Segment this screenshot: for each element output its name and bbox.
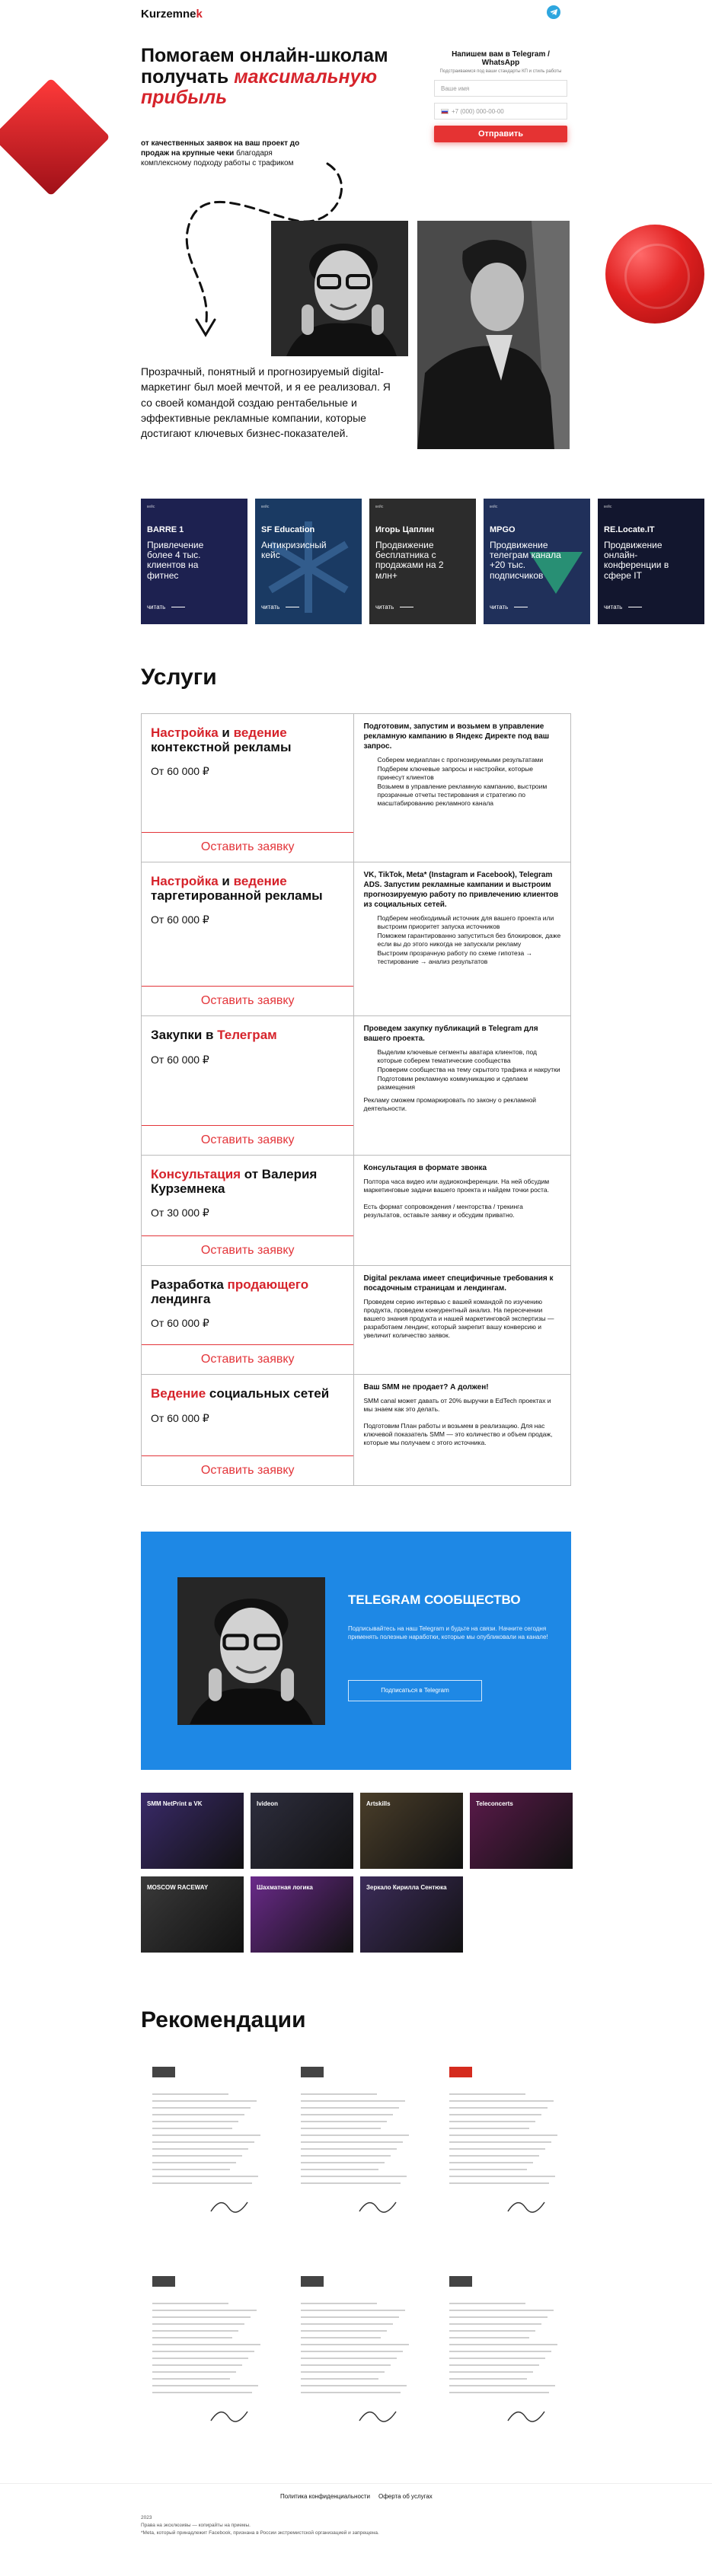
letter-text-line — [449, 2134, 557, 2136]
case-card[interactable] — [598, 499, 704, 624]
letter-text-line — [301, 2121, 387, 2122]
recommendation-letter[interactable] — [141, 2055, 274, 2227]
leave-request-button[interactable]: Оставить заявку — [142, 1455, 353, 1485]
service-bullet: Соберем медиаплан с прогнозируемыми результатами — [377, 756, 544, 764]
service-row — [142, 862, 570, 1016]
letter-logo-icon — [449, 2276, 472, 2287]
case-desc: Антикризисный кейс — [261, 540, 327, 561]
letter-text-line — [152, 2323, 244, 2325]
decorative-cube — [0, 78, 110, 196]
service-price: От 60 000 ₽ — [151, 1411, 209, 1424]
letter-text-line — [449, 2364, 539, 2366]
telegram-text: Подписывайтесь на наш Telegram и будьте на связи. Начните сегодня применять полезные наработки, которые мы опубликовали на канале! — [348, 1625, 548, 1641]
intro-text: Прозрачный, понятный и прогнозируемый digital-маркетинг был моей мечтой, и я ее реализовал. Я со своей командой создаю рентабельные и эффективные рекламные компании, которые достигают ключевых бизнес-показателей. — [141, 365, 391, 440]
telegram-icon[interactable] — [547, 5, 560, 19]
signature-icon — [209, 2405, 255, 2425]
letter-text-line — [449, 2107, 548, 2109]
telegram-title: TELEGRAM СООБЩЕСТВО — [348, 1592, 521, 1607]
leave-request-button[interactable]: Оставить заявку — [142, 1125, 353, 1155]
letter-text-line — [152, 2114, 244, 2115]
letter-text-line — [449, 2351, 551, 2352]
service-headline: Подготовим, запустим и возьмем в управление рекламную кампанию в Яндекс Директе под ваш запрос. — [363, 722, 550, 751]
letter-text-line — [152, 2121, 238, 2122]
letter-text-line — [449, 2330, 535, 2332]
recommendation-letter[interactable] — [141, 2265, 274, 2436]
service-headline: Проведем закупку публикаций в Telegram для вашего проекта. — [363, 1025, 538, 1043]
telegram-community-block — [141, 1532, 571, 1770]
signature-icon — [506, 2196, 552, 2215]
letter-text-line — [449, 2176, 555, 2177]
letter-text-line — [449, 2316, 548, 2318]
letter-text-line — [449, 2358, 545, 2359]
letter-logo-icon — [301, 2276, 324, 2287]
services-table — [141, 713, 571, 1486]
service-bullet: Подготовим рекламную коммуникацию и сделаем размещения — [377, 1075, 528, 1092]
letter-text-line — [449, 2385, 555, 2386]
service-price: От 60 000 ₽ — [151, 1317, 209, 1330]
service-note: Проведем серию интервью с вашей командой по изучению продукта, проведем конкурентный анализ. На пересечении вашего знания продукта и нашей маркетинговой экспертизы — разработаем лендинг, который закрепит вашу конверсию и увеличит количество заявок. — [363, 1298, 554, 1340]
letter-text-line — [301, 2182, 401, 2184]
letter-text-line — [152, 2303, 228, 2304]
letter-text-line — [449, 2337, 529, 2338]
portrait-photo — [271, 221, 408, 356]
case-read-link[interactable]: читать — [147, 604, 185, 611]
letter-text-line — [301, 2330, 387, 2332]
letter-text-line — [152, 2358, 248, 2359]
letter-text-line — [301, 2385, 407, 2386]
signature-icon — [209, 2196, 255, 2215]
letter-text-line — [152, 2337, 232, 2338]
service-row — [142, 1266, 570, 1375]
service-price: От 60 000 ₽ — [151, 913, 209, 926]
case-card[interactable] — [484, 499, 590, 624]
signature-icon — [506, 2405, 552, 2425]
footer-copyright: 2023 Права на эксклюзивы — копирайты на приемы. *Meta, который принадлежит Facebook, признана в России экстремистской организацией и запрещена. — [141, 2515, 379, 2536]
service-name: Закупки в Телеграм — [151, 1028, 277, 1042]
decorative-sphere — [605, 225, 704, 324]
service-description — [354, 1016, 570, 1155]
letter-text-line — [449, 2141, 551, 2143]
letter-text-line — [449, 2378, 527, 2380]
letter-text-line — [301, 2128, 381, 2129]
letter-text-line — [152, 2093, 228, 2095]
service-info — [142, 1156, 354, 1265]
letter-text-line — [152, 2100, 257, 2102]
leave-request-button[interactable]: Оставить заявку — [142, 986, 353, 1015]
letter-text-line — [449, 2148, 545, 2150]
letter-logo-icon — [449, 2067, 472, 2077]
letter-text-line — [301, 2371, 385, 2373]
project-label: Зеркало Кирилла Сентюка — [366, 1884, 447, 1891]
case-card[interactable] — [255, 499, 362, 624]
letter-text-line — [152, 2141, 254, 2143]
case-name: RE.Locate.IT — [604, 525, 655, 534]
leave-request-button[interactable]: Оставить заявку — [142, 1344, 353, 1374]
contact-form — [434, 50, 567, 142]
service-description — [354, 1375, 570, 1485]
phone-input[interactable]: +7 (000) 000-00-00 — [434, 103, 567, 120]
letter-logo-icon — [301, 2067, 324, 2077]
letter-text-line — [449, 2303, 525, 2304]
project-tile[interactable] — [470, 1793, 573, 1869]
recommendation-letter[interactable] — [438, 2055, 571, 2227]
case-tag: кейс — [261, 505, 270, 509]
letter-text-line — [301, 2316, 399, 2318]
hero-subtitle: от качественных заявок на ваш проект до продаж на крупные чеки благодаря комплексному подходу работы с трафиком — [141, 139, 300, 167]
letter-logo-icon — [152, 2067, 175, 2077]
service-description — [354, 862, 570, 1015]
case-desc: Продвижение телеграм канала +20 тыс. подписчиков — [490, 540, 561, 581]
letter-text-line — [449, 2392, 549, 2393]
letter-text-line — [449, 2128, 529, 2129]
service-info — [142, 714, 354, 862]
letter-text-line — [152, 2378, 230, 2380]
project-tile[interactable] — [251, 1876, 353, 1953]
case-tag: кейс — [490, 505, 498, 509]
letter-text-line — [301, 2093, 377, 2095]
letter-text-line — [449, 2182, 549, 2184]
letter-text-line — [152, 2155, 242, 2157]
letter-text-line — [301, 2169, 378, 2170]
service-bullet: Выделим ключевые сегменты аватара клиентов, под которые соберем тематические сообщества — [377, 1048, 537, 1065]
letter-text-line — [449, 2323, 541, 2325]
leave-request-button[interactable]: Оставить заявку — [142, 1235, 353, 1265]
letter-text-line — [152, 2128, 232, 2129]
service-description — [354, 1156, 570, 1265]
recommendation-letter[interactable] — [438, 2265, 571, 2436]
project-tile[interactable] — [141, 1876, 244, 1953]
project-label: SMM NetPrint в VK — [147, 1800, 203, 1807]
project-label: Artskills — [366, 1800, 391, 1807]
letter-text-line — [449, 2371, 533, 2373]
letter-text-line — [449, 2100, 554, 2102]
service-price: От 60 000 ₽ — [151, 765, 209, 778]
leave-request-button[interactable]: Оставить заявку — [142, 832, 353, 862]
privacy-policy-link[interactable]: Политика конфиденциальности — [280, 2493, 371, 2500]
service-bullet: Проверим сообщества на тему скрытого трафика и накрутки — [377, 1066, 560, 1074]
service-row — [142, 1156, 570, 1266]
letter-text-line — [301, 2358, 397, 2359]
letter-text-line — [301, 2155, 391, 2157]
service-headline: Ваш SMM не продает? А должен! — [363, 1383, 489, 1392]
letter-text-line — [152, 2310, 257, 2311]
recommendation-letter[interactable] — [289, 2055, 423, 2227]
service-row — [142, 714, 570, 862]
letter-text-line — [152, 2148, 248, 2150]
letter-text-line — [152, 2169, 230, 2170]
case-read-link[interactable]: читать — [490, 604, 528, 611]
name-input[interactable]: Ваше имя — [434, 80, 567, 97]
portrait-photo-profile — [417, 221, 570, 449]
letter-text-line — [301, 2344, 409, 2345]
project-label: Шахматная логика — [257, 1884, 313, 1891]
project-tile[interactable] — [251, 1793, 353, 1869]
hero-title: Помогаем онлайн-школам получать максимальную прибыль — [141, 45, 388, 108]
service-description — [354, 1266, 570, 1374]
letter-text-line — [301, 2364, 391, 2366]
letter-text-line — [449, 2093, 525, 2095]
letter-text-line — [301, 2378, 378, 2380]
case-name: BARRE 1 — [147, 525, 184, 534]
letter-text-line — [301, 2323, 393, 2325]
case-tag: кейс — [375, 505, 384, 509]
case-desc: Привлечение более 4 тыс. клиентов на фитнес — [147, 540, 204, 581]
letter-text-line — [301, 2176, 407, 2177]
letter-text-line — [301, 2303, 377, 2304]
letter-text-line — [152, 2351, 254, 2352]
service-name: Разработка продающего лендинга — [151, 1277, 309, 1306]
service-note: SMM canal может давать от 20% выручки в EdTech проектах и мы знаем как это делать. Подготовим План работы и возьмем в реализацию. Для нас ключевой показатель SMM — это количество и объем продаж, которые мы получаем с этого источника. — [363, 1397, 553, 1447]
letter-text-line — [301, 2162, 385, 2163]
offer-link[interactable]: Оферта об услугах — [378, 2493, 433, 2500]
project-label: Teleconcerts — [476, 1800, 513, 1807]
letter-text-line — [301, 2310, 405, 2311]
service-price: От 30 000 ₽ — [151, 1207, 209, 1219]
case-name: MPGO — [490, 525, 516, 534]
letter-text-line — [152, 2316, 251, 2318]
letter-text-line — [152, 2134, 260, 2136]
service-name: Консультация от Валерия Курземнека — [151, 1167, 318, 1196]
letter-text-line — [152, 2107, 251, 2109]
project-label: MOSCOW RACEWAY — [147, 1884, 209, 1891]
service-note: Полтора часа видео или аудиоконференции. На ней обсудим маркетинговые задачи вашего проекта и найдем точки роста. Есть формат сопровождения / менторства / трекинга результатов, оставьте заявку и обсудим приватно. — [363, 1178, 550, 1219]
letter-text-line — [449, 2155, 539, 2157]
service-bullet: Возьмем в управление рекламную кампанию, выстроим прозрачные отчеты тестирования и стратегию по масштабированию рекламного канала — [377, 783, 548, 808]
service-description — [354, 714, 570, 862]
case-card[interactable] — [141, 499, 247, 624]
service-row — [142, 1375, 570, 1485]
service-name: Настройка и ведение контекстной рекламы — [151, 725, 292, 754]
russia-flag-icon — [441, 109, 449, 114]
case-read-link[interactable]: читать — [261, 604, 299, 611]
logo[interactable]: Kurzemnek — [141, 8, 203, 21]
subscribe-telegram-button[interactable]: Подписаться в Telegram — [348, 1680, 482, 1701]
signature-icon — [358, 2196, 404, 2215]
letter-text-line — [301, 2114, 393, 2115]
letter-text-line — [449, 2169, 527, 2170]
service-bullet: Поможем гарантированно запуститься без блокировок, даже если вы до этого никогда не запускали рекламу — [377, 932, 561, 948]
letter-text-line — [152, 2385, 258, 2386]
service-name: Ведение социальных сетей — [151, 1386, 330, 1401]
project-tile[interactable] — [360, 1793, 463, 1869]
form-note: Подстраиваемся под ваши стандарты КП и стиль работы — [439, 69, 562, 74]
case-tag: кейс — [604, 505, 612, 509]
service-price: От 60 000 ₽ — [151, 1053, 209, 1066]
letter-text-line — [449, 2121, 535, 2122]
letter-text-line — [301, 2134, 409, 2136]
letter-text-line — [152, 2330, 238, 2332]
service-bullet: Подберем ключевые запросы и настройки, которые принесут клиентов — [377, 765, 533, 782]
case-read-link[interactable]: читать — [375, 604, 413, 611]
letter-text-line — [152, 2176, 258, 2177]
letter-text-line — [449, 2310, 554, 2311]
case-name: Игорь Цаплин — [375, 525, 435, 534]
letter-text-line — [301, 2107, 399, 2109]
services-title: Услуги — [141, 665, 217, 690]
service-name: Настройка и ведение таргетированной рекламы — [151, 874, 323, 903]
case-desc: Продвижение бесплатника с продажами на 2 млн+ — [375, 540, 444, 581]
letter-text-line — [152, 2344, 260, 2345]
project-label: Ivideon — [257, 1800, 279, 1807]
recommendation-letter[interactable] — [289, 2265, 423, 2436]
telegram-portrait — [177, 1577, 325, 1725]
letter-text-line — [152, 2371, 236, 2373]
letter-text-line — [152, 2162, 236, 2163]
letter-text-line — [301, 2351, 403, 2352]
service-info — [142, 1375, 354, 1485]
case-desc: Продвижение онлайн-конференции в сфере IT — [604, 540, 669, 581]
letter-text-line — [301, 2100, 405, 2102]
service-bullet: Подберем необходимый источник для вашего проекта или выстроим приоритет запуска источников — [377, 914, 554, 931]
footer — [0, 2483, 712, 2576]
case-name: SF Education — [261, 525, 315, 534]
letter-text-line — [152, 2392, 252, 2393]
project-tile[interactable] — [141, 1793, 244, 1869]
letter-text-line — [301, 2148, 397, 2150]
service-note: Рекламу сможем промаркировать по закону о рекламной деятельности. — [363, 1096, 537, 1113]
service-row — [142, 1016, 570, 1156]
service-bullet: Выстроим прозрачную работу по схеме гипотеза → тестирование → анализ результатов — [377, 949, 533, 966]
letter-text-line — [301, 2337, 381, 2338]
letter-text-line — [449, 2162, 533, 2163]
service-info — [142, 1016, 354, 1155]
letter-text-line — [449, 2344, 557, 2345]
project-tile[interactable] — [360, 1876, 463, 1953]
case-card[interactable] — [369, 499, 476, 624]
service-headline: VK, TikTok, Meta* (Instagram и Facebook), Telegram ADS. Запустим рекламные кампании и выстроим прогнозируемую работу по привлечению клиентов из социальных сетей. — [363, 871, 559, 909]
form-title: Напишем вам в Telegram / WhatsApp — [452, 50, 550, 67]
service-headline: Digital реклама имеет специфичные требования к посадочным страницам и лендингам. — [363, 1274, 554, 1293]
letter-text-line — [301, 2392, 401, 2393]
case-tag: кейс — [147, 505, 155, 509]
recommendations-title: Рекомендации — [141, 2007, 306, 2032]
service-headline: Консультация в формате звонка — [363, 1164, 487, 1172]
letter-text-line — [449, 2114, 541, 2115]
letter-text-line — [301, 2141, 403, 2143]
signature-icon — [358, 2405, 404, 2425]
submit-button[interactable]: Отправить — [434, 126, 567, 142]
service-info — [142, 1266, 354, 1374]
letter-text-line — [152, 2182, 252, 2184]
service-info — [142, 862, 354, 1015]
case-read-link[interactable]: читать — [604, 604, 642, 611]
letter-logo-icon — [152, 2276, 175, 2287]
letter-text-line — [152, 2364, 242, 2366]
